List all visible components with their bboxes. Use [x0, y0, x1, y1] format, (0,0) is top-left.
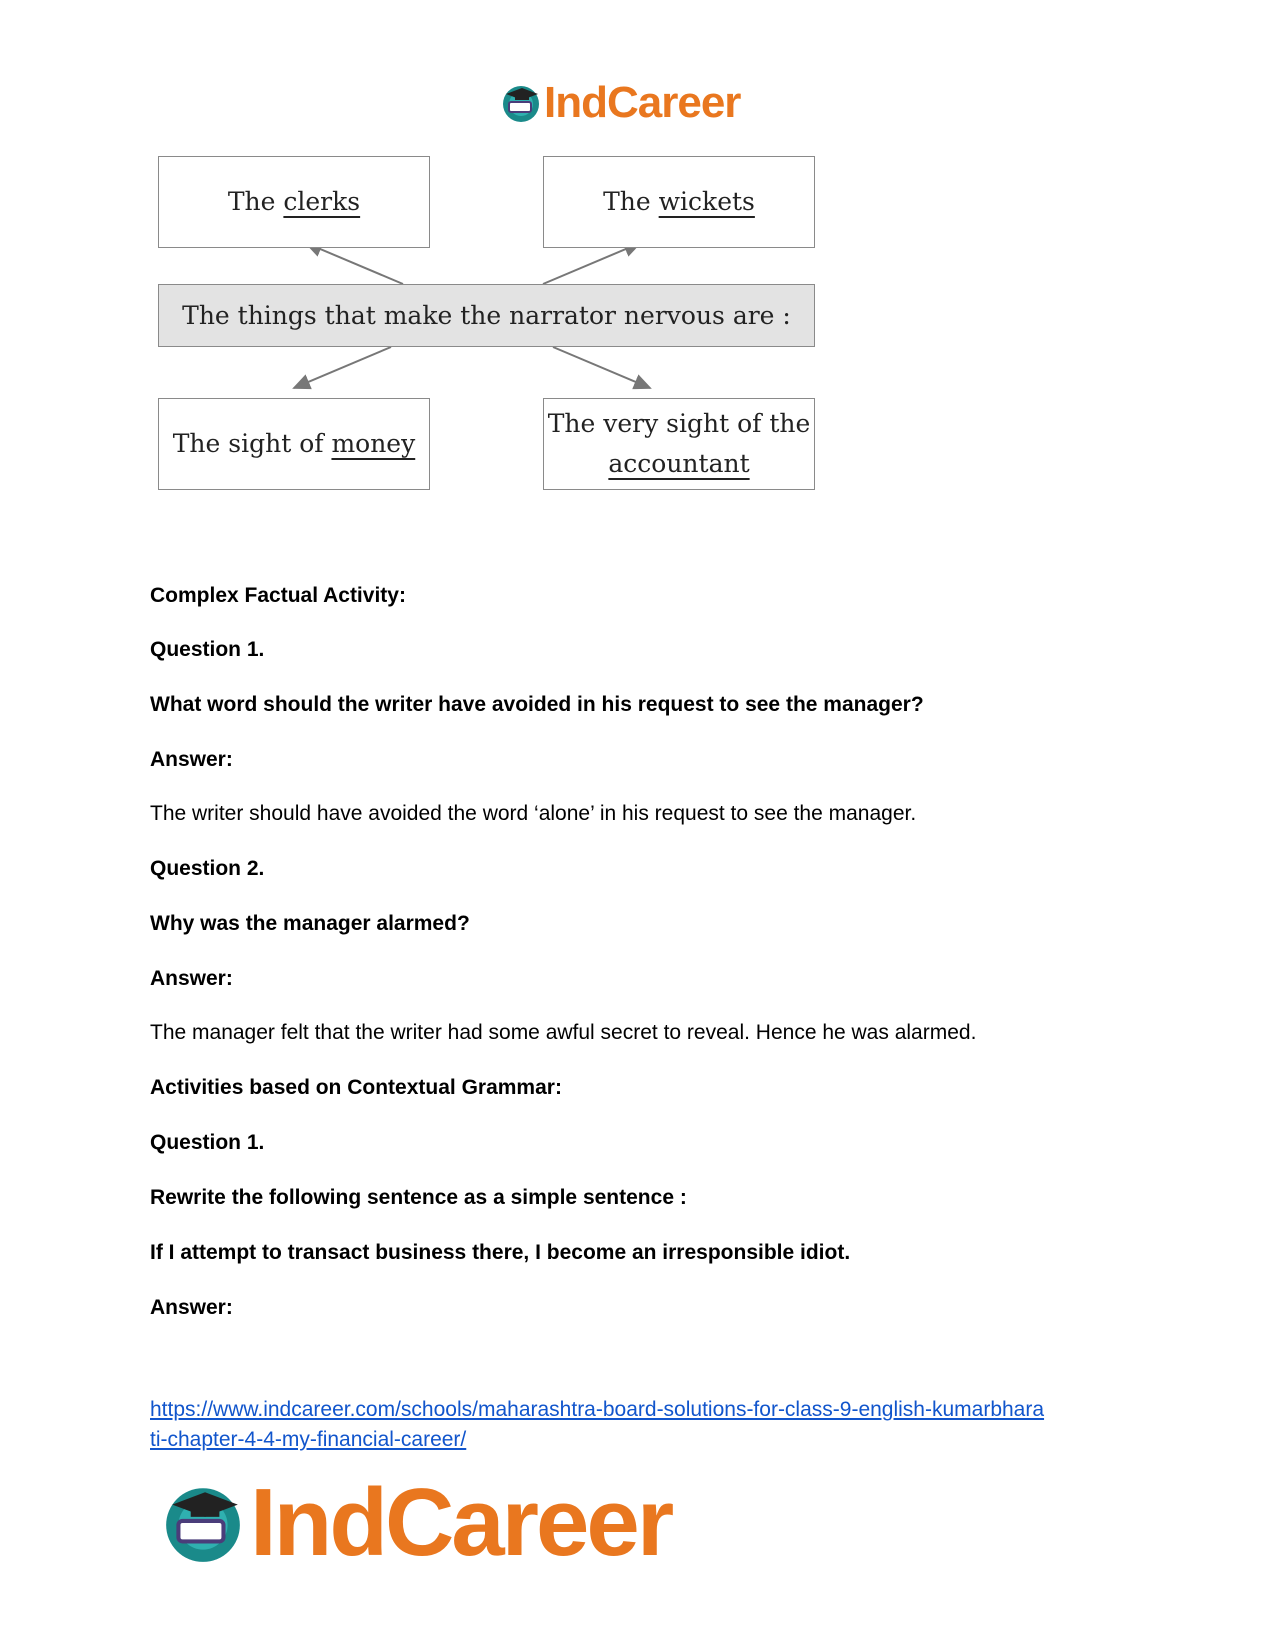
graduation-globe-icon — [500, 82, 542, 124]
box-wickets-word: wickets — [658, 187, 755, 216]
box-money-word: money — [331, 429, 416, 458]
grammar-question-1-sentence: If I attempt to transact business there, I become an irresponsible idiot. — [150, 1241, 851, 1264]
grammar-question-1-label: Question 1. — [150, 1131, 265, 1154]
box-clerks-word: clerks — [283, 187, 361, 216]
source-link[interactable] — [150, 1395, 1044, 1455]
box-central-statement — [158, 284, 815, 347]
box-wickets-prefix: The — [603, 187, 659, 216]
header-logo — [500, 78, 740, 128]
box-clerks — [158, 156, 430, 248]
footer-logo — [160, 1468, 671, 1578]
source-link-line1[interactable]: https://www.indcareer.com/schools/maharashtra-board-solutions-for-class-9-english-kumarbhara — [150, 1398, 1045, 1421]
answer-2-text: The manager felt that the writer had some awful secret to reveal. Hence he was alarmed. — [150, 1021, 977, 1044]
question-1-text: What word should the writer have avoided in his request to see the manager? — [150, 693, 924, 716]
grammar-answer-1-label: Answer: — [150, 1296, 233, 1319]
central-statement-text: The things that make the narrator nervous are : — [182, 300, 791, 330]
answer-1-text: The writer should have avoided the word ‘alone’ in his request to see the manager. — [150, 802, 917, 825]
question-2-text: Why was the manager alarmed? — [150, 912, 470, 935]
logo-wordmark: IndCareer — [250, 1469, 672, 1576]
narrator-nervous-diagram — [148, 150, 848, 550]
box-wickets — [543, 156, 815, 248]
answer-2-label: Answer: — [150, 967, 233, 990]
question-1-label: Question 1. — [150, 638, 265, 661]
box-accountant-word: accountant — [608, 449, 750, 478]
section-heading-contextual-grammar: Activities based on Contextual Grammar: — [150, 1076, 562, 1099]
question-2-label: Question 2. — [150, 857, 265, 880]
section-heading-complex-factual: Complex Factual Activity: — [150, 584, 406, 607]
box-clerks-prefix: The — [227, 187, 284, 216]
graduation-globe-icon — [160, 1480, 246, 1566]
box-accountant — [543, 398, 815, 490]
box-money — [158, 398, 430, 490]
box-accountant-line1: The very sight of the — [547, 409, 811, 438]
answer-1-label: Answer: — [150, 748, 233, 771]
grammar-question-1-instruction: Rewrite the following sentence as a simple sentence : — [150, 1186, 687, 1209]
source-link-line2[interactable]: ti-chapter-4-4-my-financial-career/ — [150, 1428, 467, 1451]
box-money-prefix: The sight of — [172, 429, 332, 458]
logo-wordmark: IndCareer — [544, 78, 741, 127]
